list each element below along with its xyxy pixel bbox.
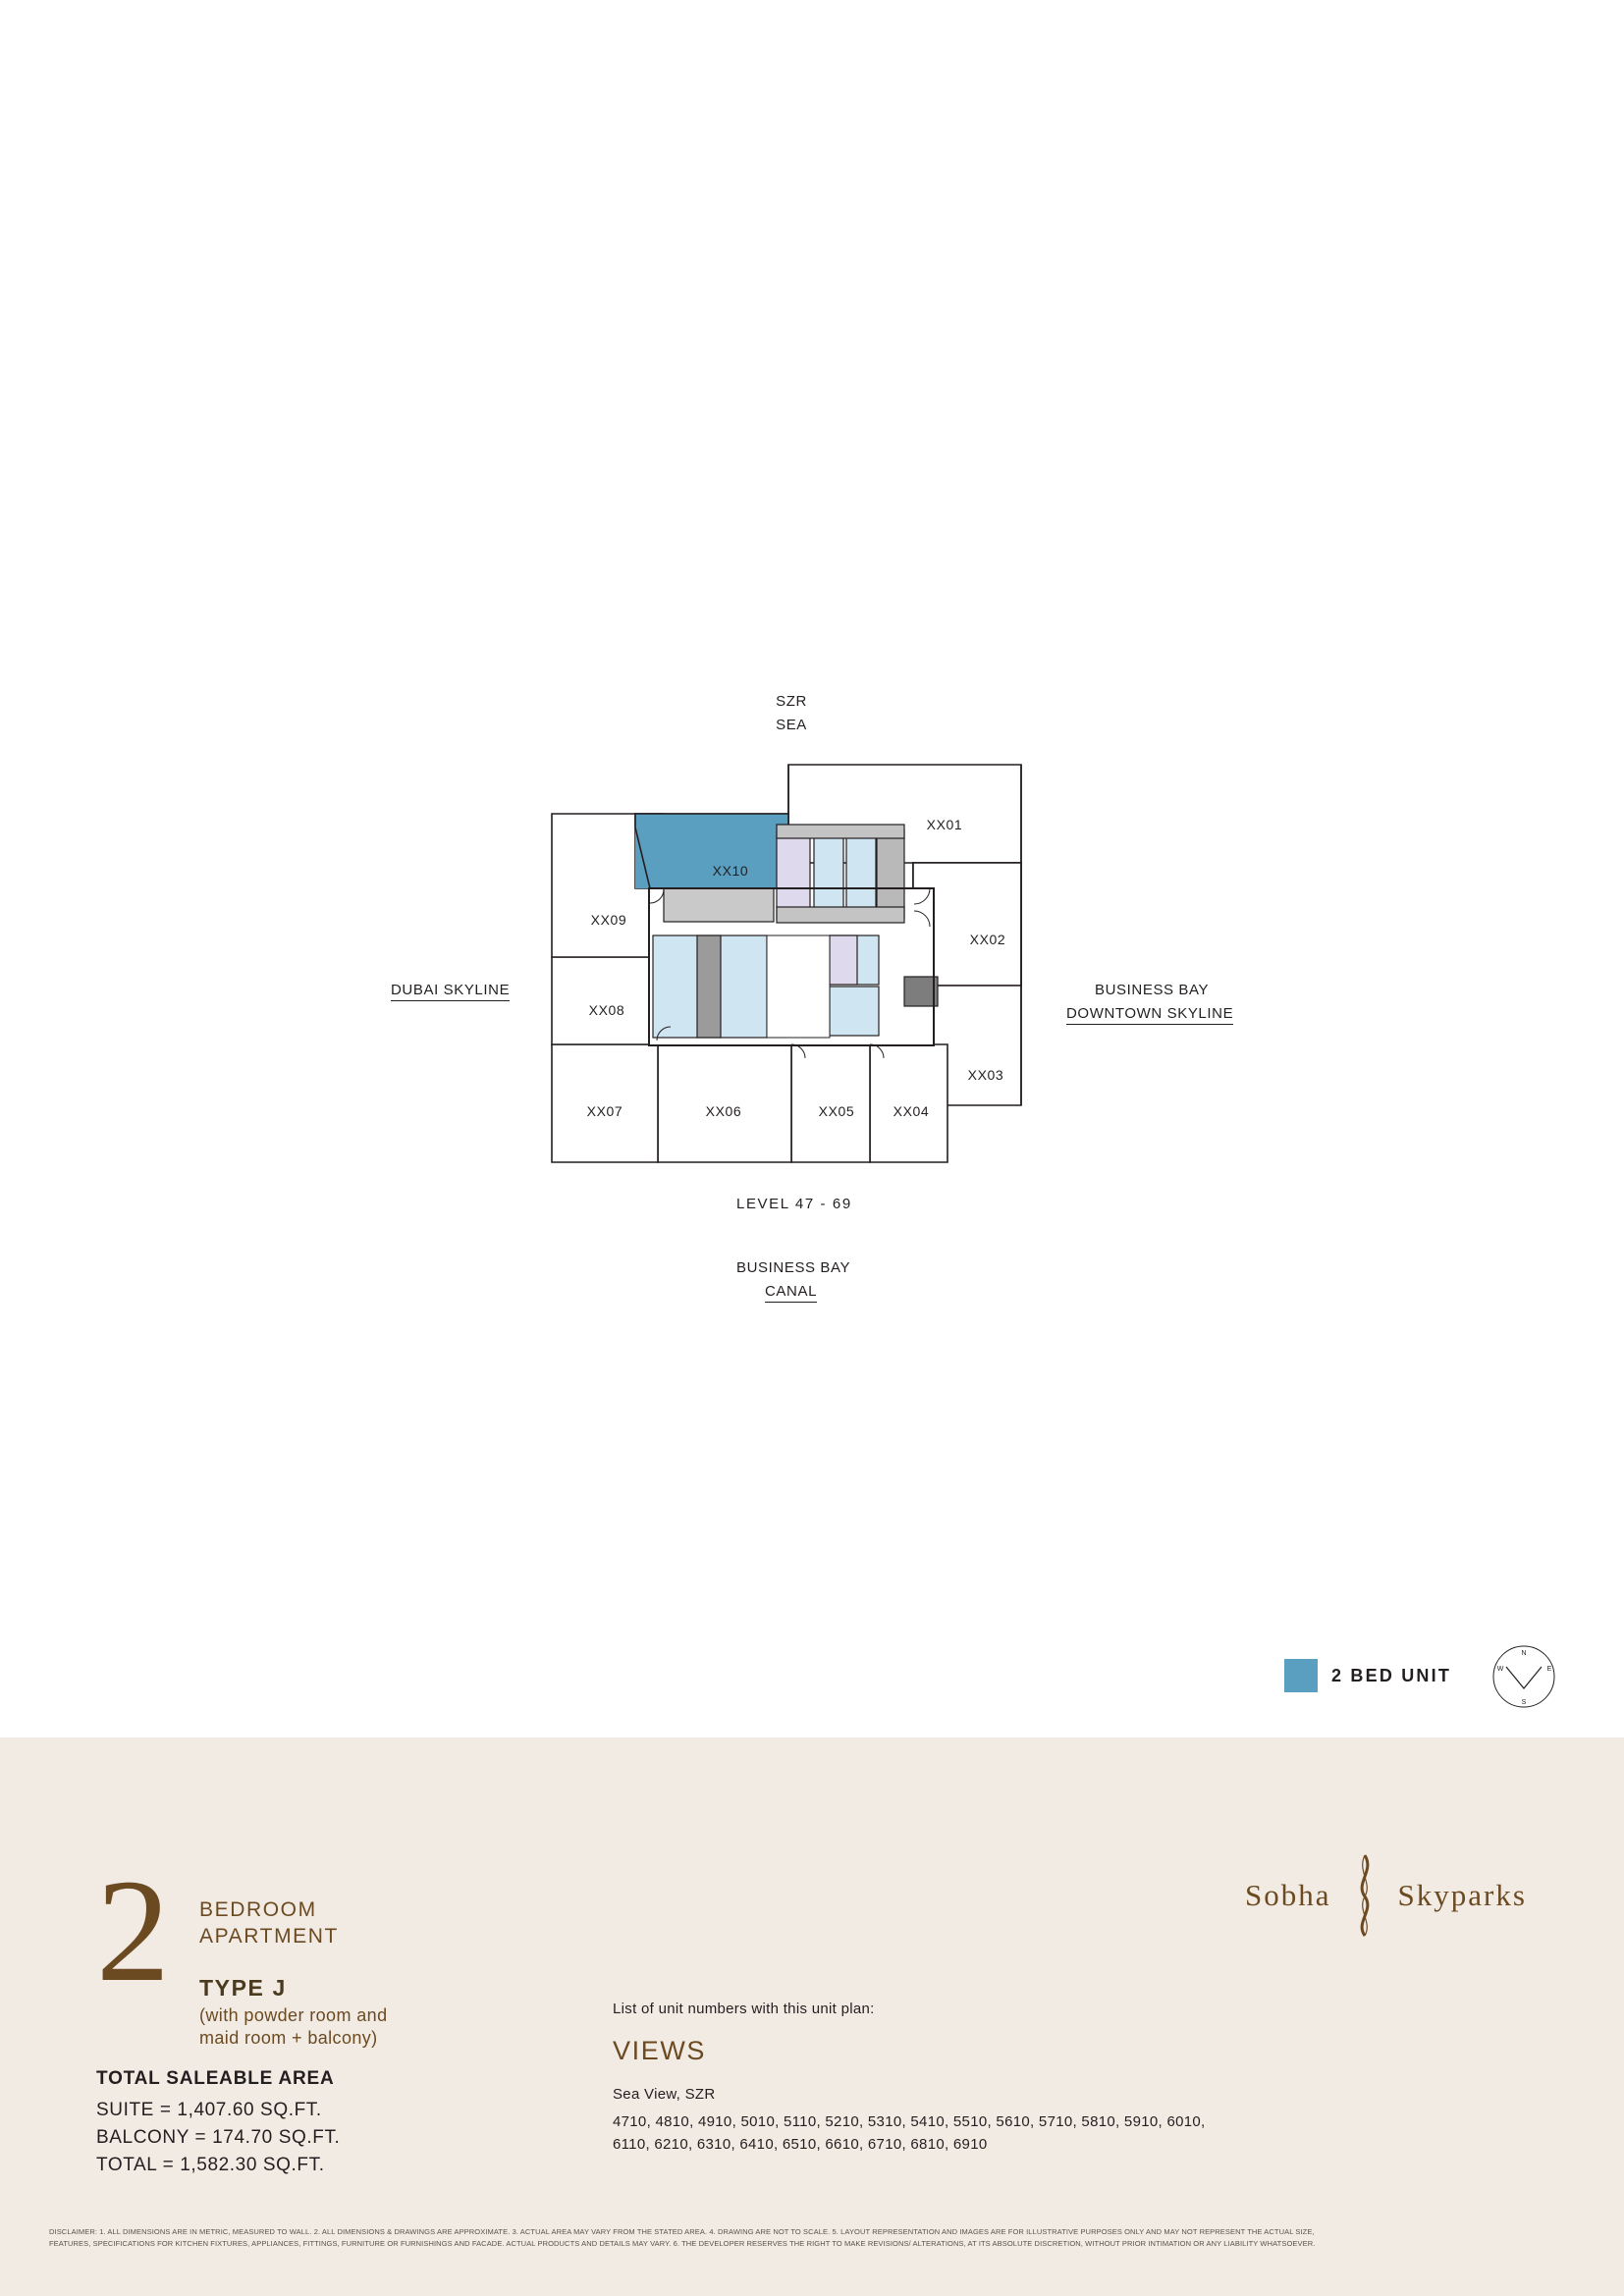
orientation-label-left: DUBAI SKYLINE <box>391 982 510 1001</box>
legend-swatch-2bed <box>1284 1659 1318 1692</box>
unit-label-xx07: XX07 <box>586 1103 623 1119</box>
brand-name-sobha: Sobha <box>1245 1878 1331 1912</box>
unit-label-xx02: XX02 <box>969 932 1006 947</box>
unit-type-note-line-1: (with powder room and <box>199 2005 388 2025</box>
unit-label-xx03: XX03 <box>967 1067 1004 1083</box>
unit-label-xx10: XX10 <box>712 863 749 879</box>
orientation-label-top-sea: SEA <box>776 717 807 733</box>
brand-name-skyparks: Skyparks <box>1397 1878 1527 1912</box>
orientation-label-bottom-2: CANAL <box>765 1283 817 1303</box>
bedroom-line-2: APARTMENT <box>199 1925 339 1948</box>
legend-label-2bed: 2 BED UNIT <box>1331 1665 1452 1685</box>
disclaimer-text <box>49 2226 1581 2250</box>
total-saleable-area-title: TOTAL SALEABLE AREA <box>96 2068 335 2089</box>
views-heading: VIEWS <box>613 2036 707 2065</box>
unit-type-note-line-2: maid room + balcony) <box>199 2028 378 2048</box>
svg-text:S: S <box>1521 1699 1527 1706</box>
orientation-label-bottom-1: BUSINESS BAY <box>736 1259 851 1276</box>
svg-text:N: N <box>1521 1650 1527 1657</box>
unit-type-note <box>199 2004 388 2050</box>
area-line-balcony: BALCONY = 174.70 SQ.FT. <box>96 2127 341 2148</box>
orientation-label-right-2: DOWNTOWN SKYLINE <box>1066 1005 1233 1025</box>
legend <box>1284 1659 1451 1692</box>
views-numbers-line-1: 4710, 4810, 4910, 5010, 5110, 5210, 5310, 5410, 5510, 5610, 5710, 5810, 5910, 6010, <box>613 2113 1206 2130</box>
disclaimer-line-1: DISCLAIMER: 1. ALL DIMENSIONS ARE IN METRIC, MEASURED TO WALL. 2. ALL DIMENSIONS & DRAWINGS ARE APPROXIMATE. 3. ACTUAL AREA MAY VARY FROM THE STATED AREA. 4. DRAWING ARE NOT TO SCALE. 5. LAYOUT REPRESENTATION AND IMAGES ARE FOR ILLUSTRATIVE PURPOSES ONLY AND MAY NOT REPRESENT THE ACTUAL SIZE, <box>49 2227 1315 2236</box>
orientation-label-top-szr: SZR <box>776 693 807 710</box>
unit-label-xx04: XX04 <box>893 1103 930 1119</box>
brand-mark-icon <box>1341 1853 1388 1938</box>
unit-label-xx08: XX08 <box>588 1002 625 1018</box>
views-subtitle: Sea View, SZR <box>613 2086 716 2103</box>
bedroom-line-1: BEDROOM <box>199 1898 317 1921</box>
area-line-suite: SUITE = 1,407.60 SQ.FT. <box>96 2100 322 2120</box>
svg-text:W: W <box>1496 1666 1504 1673</box>
views-numbers-line-2: 6110, 6210, 6310, 6410, 6510, 6610, 6710, 6810, 6910 <box>613 2136 988 2153</box>
views-unit-numbers <box>613 2110 1300 2156</box>
unit-type-label: TYPE J <box>199 1975 287 2001</box>
bedroom-apartment-label <box>199 1896 339 1949</box>
area-line-total: TOTAL = 1,582.30 SQ.FT. <box>96 2155 325 2175</box>
total-saleable-area-values <box>96 2097 340 2179</box>
unit-label-xx05: XX05 <box>818 1103 855 1119</box>
svg-text:E: E <box>1546 1666 1552 1673</box>
orientation-label-right-1: BUSINESS BAY <box>1095 982 1210 998</box>
unit-label-xx09: XX09 <box>590 912 627 928</box>
disclaimer-line-2: FEATURES, SPECIFICATIONS FOR KITCHEN FIXTURES, APPLIANCES, FITTINGS, FURNITURE OR FURNISHINGS AND FACADE. ACTUAL PRODUCTS AND DETAILS MAY VARY. 6. THE DEVELOPER RESERVES THE RIGHT TO MAKE REVISIONS/ ALTERATIONS, AT ITS ABSOLUTE DISCRETION, WITHOUT PRIOR INTIMATION OR ANY LIABILITY WHATSOEVER. <box>49 2239 1316 2248</box>
unit-list-note: List of unit numbers with this unit plan: <box>613 2001 875 2017</box>
brand-logo <box>1245 1853 1527 1938</box>
unit-label-xx01: XX01 <box>926 817 963 832</box>
level-label: LEVEL 47 - 69 <box>736 1196 852 1212</box>
unit-label-xx06: XX06 <box>705 1103 742 1119</box>
bedroom-count: 2 <box>96 1849 170 2012</box>
compass-icon <box>1489 1641 1559 1712</box>
